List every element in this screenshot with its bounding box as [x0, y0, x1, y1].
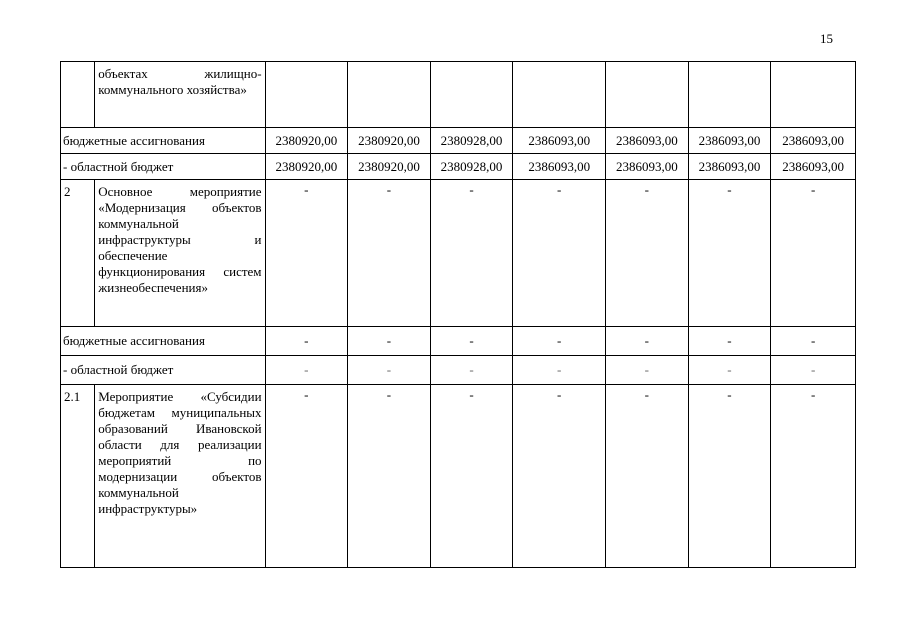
value-cell: 2386093,00 [771, 154, 856, 180]
value-cell: - [513, 356, 606, 385]
value-cell: - [606, 356, 689, 385]
page-number: 15 [820, 31, 833, 46]
row-description: Основное мероприятие «Модернизация объектов коммунальной инфраструктуры и обеспечение функционирования систем жизнеобеспечения» [95, 180, 265, 327]
table-row [61, 62, 856, 128]
value-cell: 2380928,00 [430, 154, 513, 180]
value-cell: - [513, 327, 606, 356]
row-description: объектах жилищно-коммунального хозяйства» [95, 62, 265, 128]
value-cell: - [430, 327, 513, 356]
value-cell: - [430, 385, 513, 568]
value-cell: 2380920,00 [348, 128, 431, 154]
value-cell: - [265, 385, 348, 568]
value-cell: 2380928,00 [430, 128, 513, 154]
value-cell [513, 62, 606, 128]
table-row [61, 356, 856, 385]
value-cell: - [771, 385, 856, 568]
value-cell: - [265, 327, 348, 356]
budget-table [60, 61, 856, 568]
value-cell: - [606, 385, 689, 568]
value-cell [688, 62, 771, 128]
value-cell [348, 62, 431, 128]
table-row [61, 180, 856, 327]
value-cell: - [771, 327, 856, 356]
value-cell: - [348, 180, 431, 327]
value-cell: - [606, 180, 689, 327]
row-label: - областной бюджет [61, 356, 266, 385]
table-row [61, 128, 856, 154]
value-cell: 2386093,00 [513, 154, 606, 180]
value-cell: - [265, 180, 348, 327]
table-row [61, 327, 856, 356]
value-cell: 2380920,00 [265, 154, 348, 180]
value-cell [606, 62, 689, 128]
value-cell: - [513, 385, 606, 568]
value-cell: 2386093,00 [606, 128, 689, 154]
value-cell: 2386093,00 [688, 128, 771, 154]
value-cell: - [348, 327, 431, 356]
row-description: Мероприятие «Субсидии бюджетам муниципальных образований Ивановской области для реализации мероприятий по модернизации объектов коммунальной инфраструктуры» [95, 385, 265, 568]
value-cell: - [513, 180, 606, 327]
table-row [61, 154, 856, 180]
value-cell: 2386093,00 [771, 128, 856, 154]
value-cell: - [771, 180, 856, 327]
value-cell: - [430, 356, 513, 385]
value-cell: - [265, 356, 348, 385]
value-cell: - [771, 356, 856, 385]
value-cell: 2386093,00 [688, 154, 771, 180]
row-index [61, 62, 95, 128]
table-row [61, 385, 856, 568]
value-cell: - [688, 385, 771, 568]
value-cell: - [688, 356, 771, 385]
value-cell: - [688, 327, 771, 356]
value-cell [265, 62, 348, 128]
row-label: - областной бюджет [61, 154, 266, 180]
value-cell: - [348, 356, 431, 385]
row-index: 2 [61, 180, 95, 327]
value-cell [771, 62, 856, 128]
row-label: бюджетные ассигнования [61, 128, 266, 154]
value-cell: 2386093,00 [606, 154, 689, 180]
value-cell: 2380920,00 [265, 128, 348, 154]
value-cell: - [348, 385, 431, 568]
value-cell [430, 62, 513, 128]
row-index: 2.1 [61, 385, 95, 568]
value-cell: - [606, 327, 689, 356]
value-cell: - [430, 180, 513, 327]
value-cell: 2386093,00 [513, 128, 606, 154]
value-cell: 2380920,00 [348, 154, 431, 180]
value-cell: - [688, 180, 771, 327]
row-label: бюджетные ассигнования [61, 327, 266, 356]
